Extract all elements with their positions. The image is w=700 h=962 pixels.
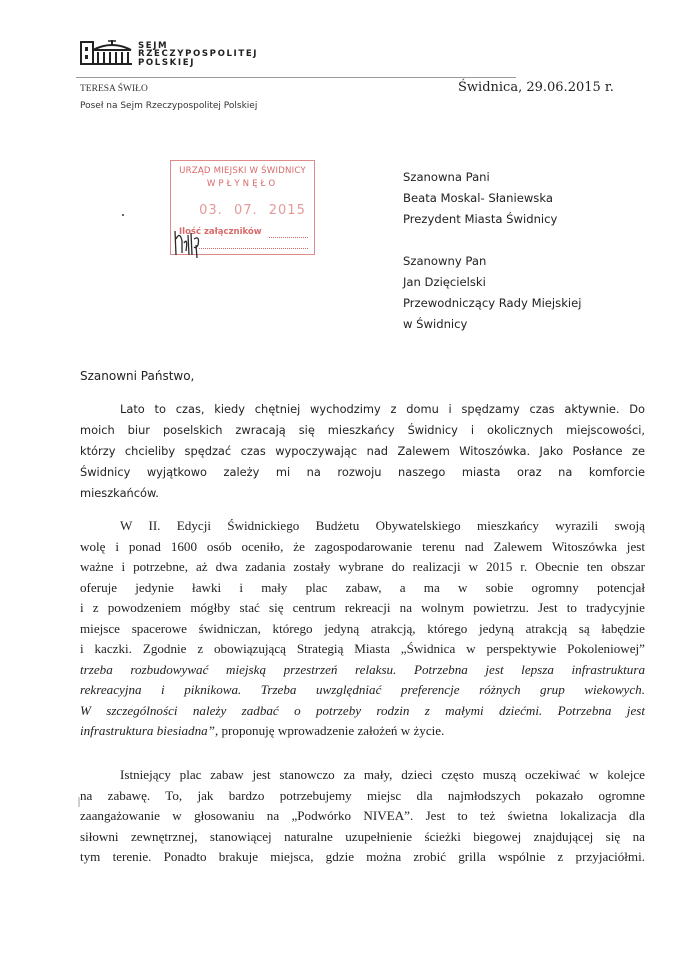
institution-line: SEJM [138,41,169,51]
strategy-quote-line: rekreacyjna i piknikowa. Trzeba uwzględniać preferencje różnych grup wiekowych. [80,682,645,697]
strategy-quote-end: infrastruktura biesiadna” [80,723,215,738]
recipient-2-greeting: Szanowny Pan [403,254,487,268]
recipient-1-title: Prezydent Miasta Świdnicy [403,212,558,226]
paragraph-3 [80,765,645,868]
author-role: Poseł na Sejm Rzeczypospolitej Polskiej [80,101,258,111]
stamp-office: URZĄD MIEJSKI W ŚWIDNICY [179,166,306,176]
institution-line: RZECZYPOSPOLITEJ [138,49,259,60]
text-line: na zabawę. To, jak bardzo potrzebujemy miejsc dla najmłodszych pokazało ogromne [80,787,645,803]
text-line: mieszkańców. [80,486,159,500]
recipient-2-name: Jan Dzięcielski [403,275,486,289]
text-line [80,721,645,742]
text-line: moich biur poselskich zwracają się mieszkańcy Świdnicy i okolicznych miejscowości, [80,423,645,437]
paragraph-2 [80,516,645,742]
stamp-received: WPŁYNĘŁO [206,179,279,189]
institution-line: POLSKIEJ [138,57,195,68]
scan-speck [122,214,124,216]
recipient-2-title: w Świdnicy [403,317,468,331]
text-line: W II. Edycji Świdnickiego Budżetu Obywatelskiego mieszkańcy wyrazili swoją [120,518,645,533]
text-line: zaangażowanie w głosowaniu na „Podwórko NIVEA”. Jest to też świetna lokalizacja dla [80,808,645,823]
recipient-1-name: Beata Moskal- Słaniewska [403,191,553,205]
stamp-dotted-line [199,248,308,249]
text-line: oferuje jedynie ławki i mały plac zabaw, a ma w sobie ogromny potencjał [80,579,645,595]
recipient-1-greeting: Szanowna Pani [403,170,490,184]
text-line: siłowni zewnętrznej, stanowiącej naturalne uzupełnienie ścieżki biegowej znajdującej się na [80,828,645,844]
salutation: Szanowni Państwo, [80,369,195,383]
header-divider [76,77,516,78]
author-name: TERESA ŚWIŁO [80,84,148,94]
text-line: Lato to czas, kiedy chętniej wychodzimy z domu i spędzamy czas aktywnie. Do [120,402,645,416]
text-line: Istniejący plac zabaw jest stanowczo za mały, dzieci często muszą oczekiwać w kolejce [120,767,645,782]
signature-icon [172,225,206,259]
strategy-quote-line: trzeba rozbudowywać miejską przestrzeń relaksu. Potrzebna jest lepsza infrastruktura [80,661,645,677]
recipient-2-title: Przewodniczący Rady Miejskiej [403,296,582,310]
stamp-attachments-label: Ilość załączników [179,227,262,237]
text-line: ważne i potrzebne, aż dwa zadania zostały wybrane do realizacji w 2015 r. Obecnie ten obszar [80,559,645,574]
strategy-quote-line: W szczególności należy zadbać o potrzeby rodzin z małymi dziećmi. Potrzebna jest [80,702,645,718]
text-line: Świdnicy wyjątkowo zależy mi na rozwoju naszego miasta oraz na komforcie [80,465,645,479]
paragraph-1 [80,399,645,504]
stamp-date: 03. 07. 2015 [199,203,306,218]
sejm-logo [80,38,280,68]
stamp-dotted-line [269,237,308,238]
text-line: wolę i ponad 1600 osób oceniło, że zagospodarowanie terenu nad Zalewem Witoszówka jest [80,538,645,554]
sejm-building-icon [80,38,134,66]
text-line: i z powodzeniem mógłby stać się centrum rekreacji na wolnym powietrzu. Jest to tradycyjnie [80,600,645,615]
text-line: i kaczki. Zgodnie z obowiązującą Strategią Miasta „Świdnica w perspektywie Pokoleniowej” [80,641,645,656]
institution-name [138,42,258,67]
text-line: miejsce spacerowe świdniczan, którego jedyną atrakcją, którego jedyną atrakcją są łabędzie [80,620,645,636]
proposal-text: , proponuję wprowadzenie założeń w życie. [214,723,445,738]
text-line: którzy chcieliby spędzać czas wypoczywając nad Zalewem Witoszówka. Jako Posłance ze [80,444,645,458]
text-line: tym terenie. Ponadto brakuje miejsca, gdzie można zrobić grilla wspólnie z przyjaciółmi. [80,849,645,864]
place-date: Świdnica, 29.06.2015 r. [458,80,614,95]
